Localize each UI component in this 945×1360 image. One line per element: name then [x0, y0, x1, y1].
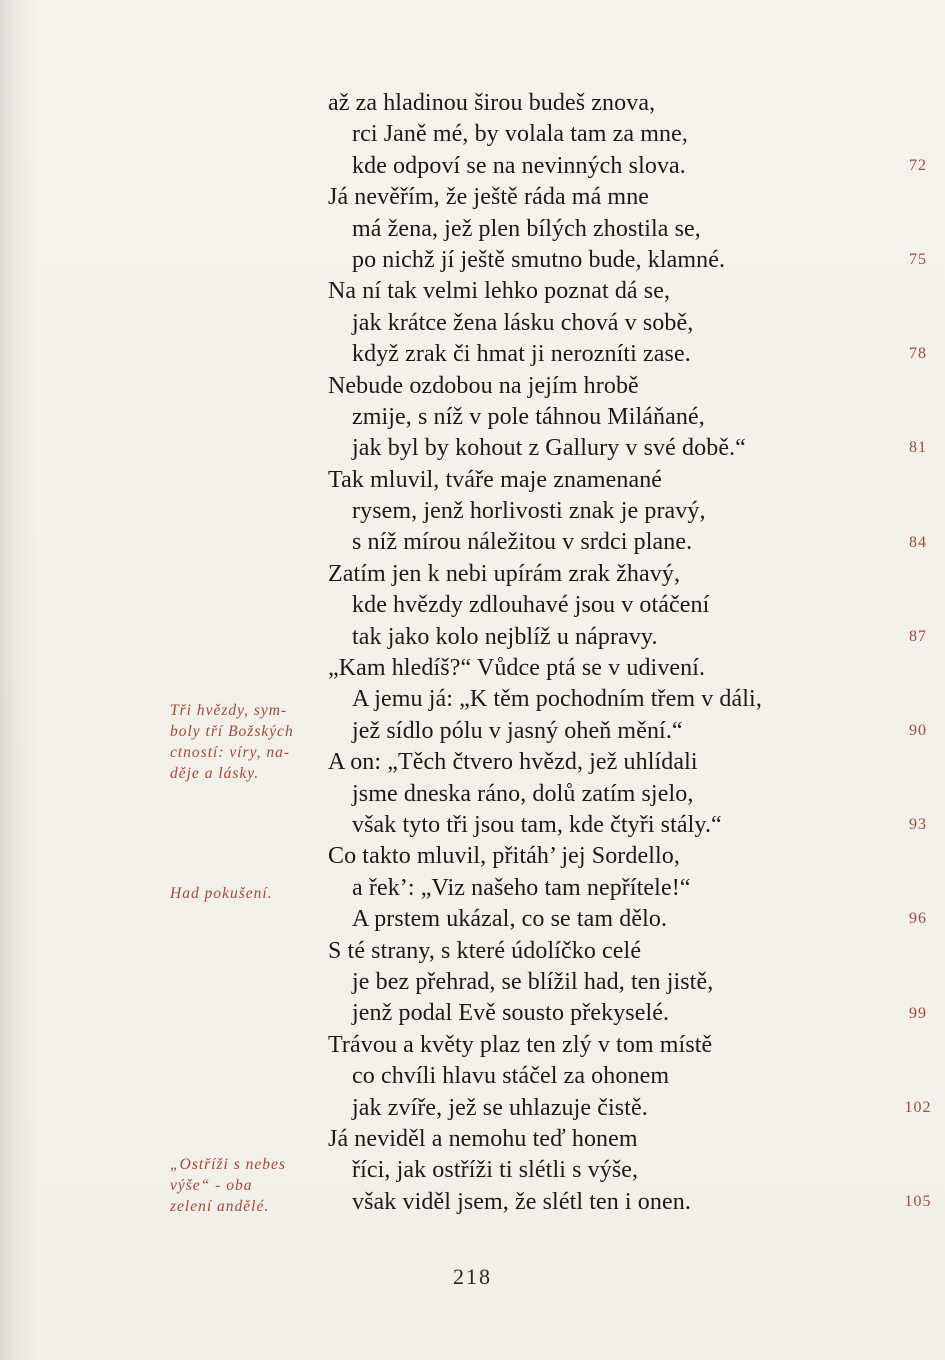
- line-number: 72: [909, 156, 927, 174]
- verse-line: jak byl by kohout z Gallury v své době.“: [352, 435, 746, 462]
- verse-line: A prstem ukázal, co se tam dělo.: [352, 906, 668, 933]
- verse-line: je bez přehrad, se blížil had, ten jistě,: [352, 968, 714, 995]
- verse-line: tak jako kolo nejblíž u nápravy.: [352, 623, 658, 650]
- verse-block: [328, 88, 888, 1218]
- verse-line: kde hvězdy zdlouhavé jsou v otáčení: [352, 592, 710, 619]
- gloss-line: děje a lásky.: [170, 765, 260, 782]
- gloss-line: výše“ - oba: [170, 1177, 253, 1194]
- verse-line: po nichž jí ještě smutno bude, klamné.: [352, 246, 726, 273]
- line-number: 99: [909, 1004, 927, 1022]
- verse-line: co chvíli hlavu stáčel za ohonem: [352, 1063, 670, 1090]
- verse-line: jak zvíře, jež se uhlazuje čistě.: [352, 1094, 648, 1121]
- verse-line: Co takto mluvil, přitáh’ jej Sordello,: [328, 843, 680, 870]
- verse-line: jsme dneska ráno, dolů zatím sjelo,: [352, 780, 694, 807]
- margin-gloss-hawks: [170, 1154, 320, 1217]
- verse-line: však tyto tři jsou tam, kde čtyři stály.“: [352, 811, 722, 838]
- verse-line: kde odpoví se na nevinných slova.: [352, 152, 686, 179]
- verse-line: s níž mírou náležitou v srdci plane.: [352, 529, 693, 556]
- verse-line: a řek’: „Viz našeho tam nepřítele!“: [352, 874, 691, 901]
- verse-line: Já neviděl a nemohu teď honem: [328, 1125, 638, 1152]
- gloss-line: „Ostříži s nebes: [170, 1156, 286, 1173]
- verse-line: Na ní tak velmi lehko poznat dá se,: [328, 278, 671, 305]
- verse-line: „Kam hledíš?“ Vůdce ptá se v udivení.: [328, 655, 706, 682]
- verse-line: rci Janě mé, by volala tam za mne,: [352, 121, 688, 148]
- verse-line: Tak mluvil, tváře maje znamenané: [328, 466, 663, 493]
- line-number: 96: [909, 910, 927, 928]
- line-number: 90: [909, 722, 927, 739]
- line-number: 81: [909, 439, 927, 457]
- gloss-line: Tři hvězdy, sym-: [170, 702, 288, 719]
- line-number: 87: [909, 627, 927, 645]
- verse-line: rysem, jenž horlivosti znak je pravý,: [352, 498, 706, 525]
- page-number: 218: [453, 1264, 492, 1289]
- verse-line: až za hladinou širou budeš znova,: [328, 90, 656, 116]
- verse-line: však viděl jsem, že slétl ten i onen.: [352, 1188, 691, 1215]
- line-number: 78: [909, 345, 927, 363]
- gloss-line: boly tří Božských: [170, 723, 294, 740]
- line-number: 84: [909, 533, 927, 551]
- verse-line: jež sídlo pólu v jasný oheň mění.“: [352, 717, 683, 744]
- verse-line: Nebude ozdobou na jejím hrobě: [328, 372, 639, 399]
- verse-line: jak krátce žena lásku chová v sobě,: [352, 309, 694, 336]
- verse-line: říci, jak ostříži ti slétli s výše,: [352, 1157, 639, 1184]
- margin-gloss-serpent: [170, 883, 320, 904]
- verse-line: A jemu já: „K těm pochodním třem v dáli,: [352, 686, 762, 713]
- verse-line: Trávou a květy plaz ten zlý v tom místě: [328, 1031, 713, 1058]
- verse-line: má žena, jež plen bílých zhostila se,: [352, 215, 701, 242]
- verse-line: S té strany, s které údolíčko celé: [328, 937, 642, 964]
- line-number: 93: [909, 816, 927, 834]
- verse-line: jenž podal Evě sousto překyselé.: [352, 1000, 670, 1027]
- verse-line: A on: „Těch čtvero hvězd, jež uhlídali: [328, 749, 698, 776]
- gloss-line: ctností: víry, na-: [170, 744, 291, 761]
- margin-gloss-three-stars: [170, 700, 320, 784]
- verse-line: zmije, s níž v pole táhnou Miláňané,: [352, 403, 705, 430]
- line-number: 102: [904, 1098, 932, 1116]
- verse-line: Zatím jen k nebi upírám zrak žhavý,: [328, 560, 681, 587]
- verse-line: když zrak či hmat ji nerozníti zase.: [352, 341, 691, 368]
- line-number: 105: [904, 1193, 932, 1210]
- verse-line: Já nevěřím, že ještě ráda má mne: [328, 184, 650, 211]
- line-number: 75: [909, 251, 927, 268]
- gloss-line: zelení andělé.: [170, 1198, 270, 1215]
- gloss-line: Had pokušení.: [170, 885, 273, 902]
